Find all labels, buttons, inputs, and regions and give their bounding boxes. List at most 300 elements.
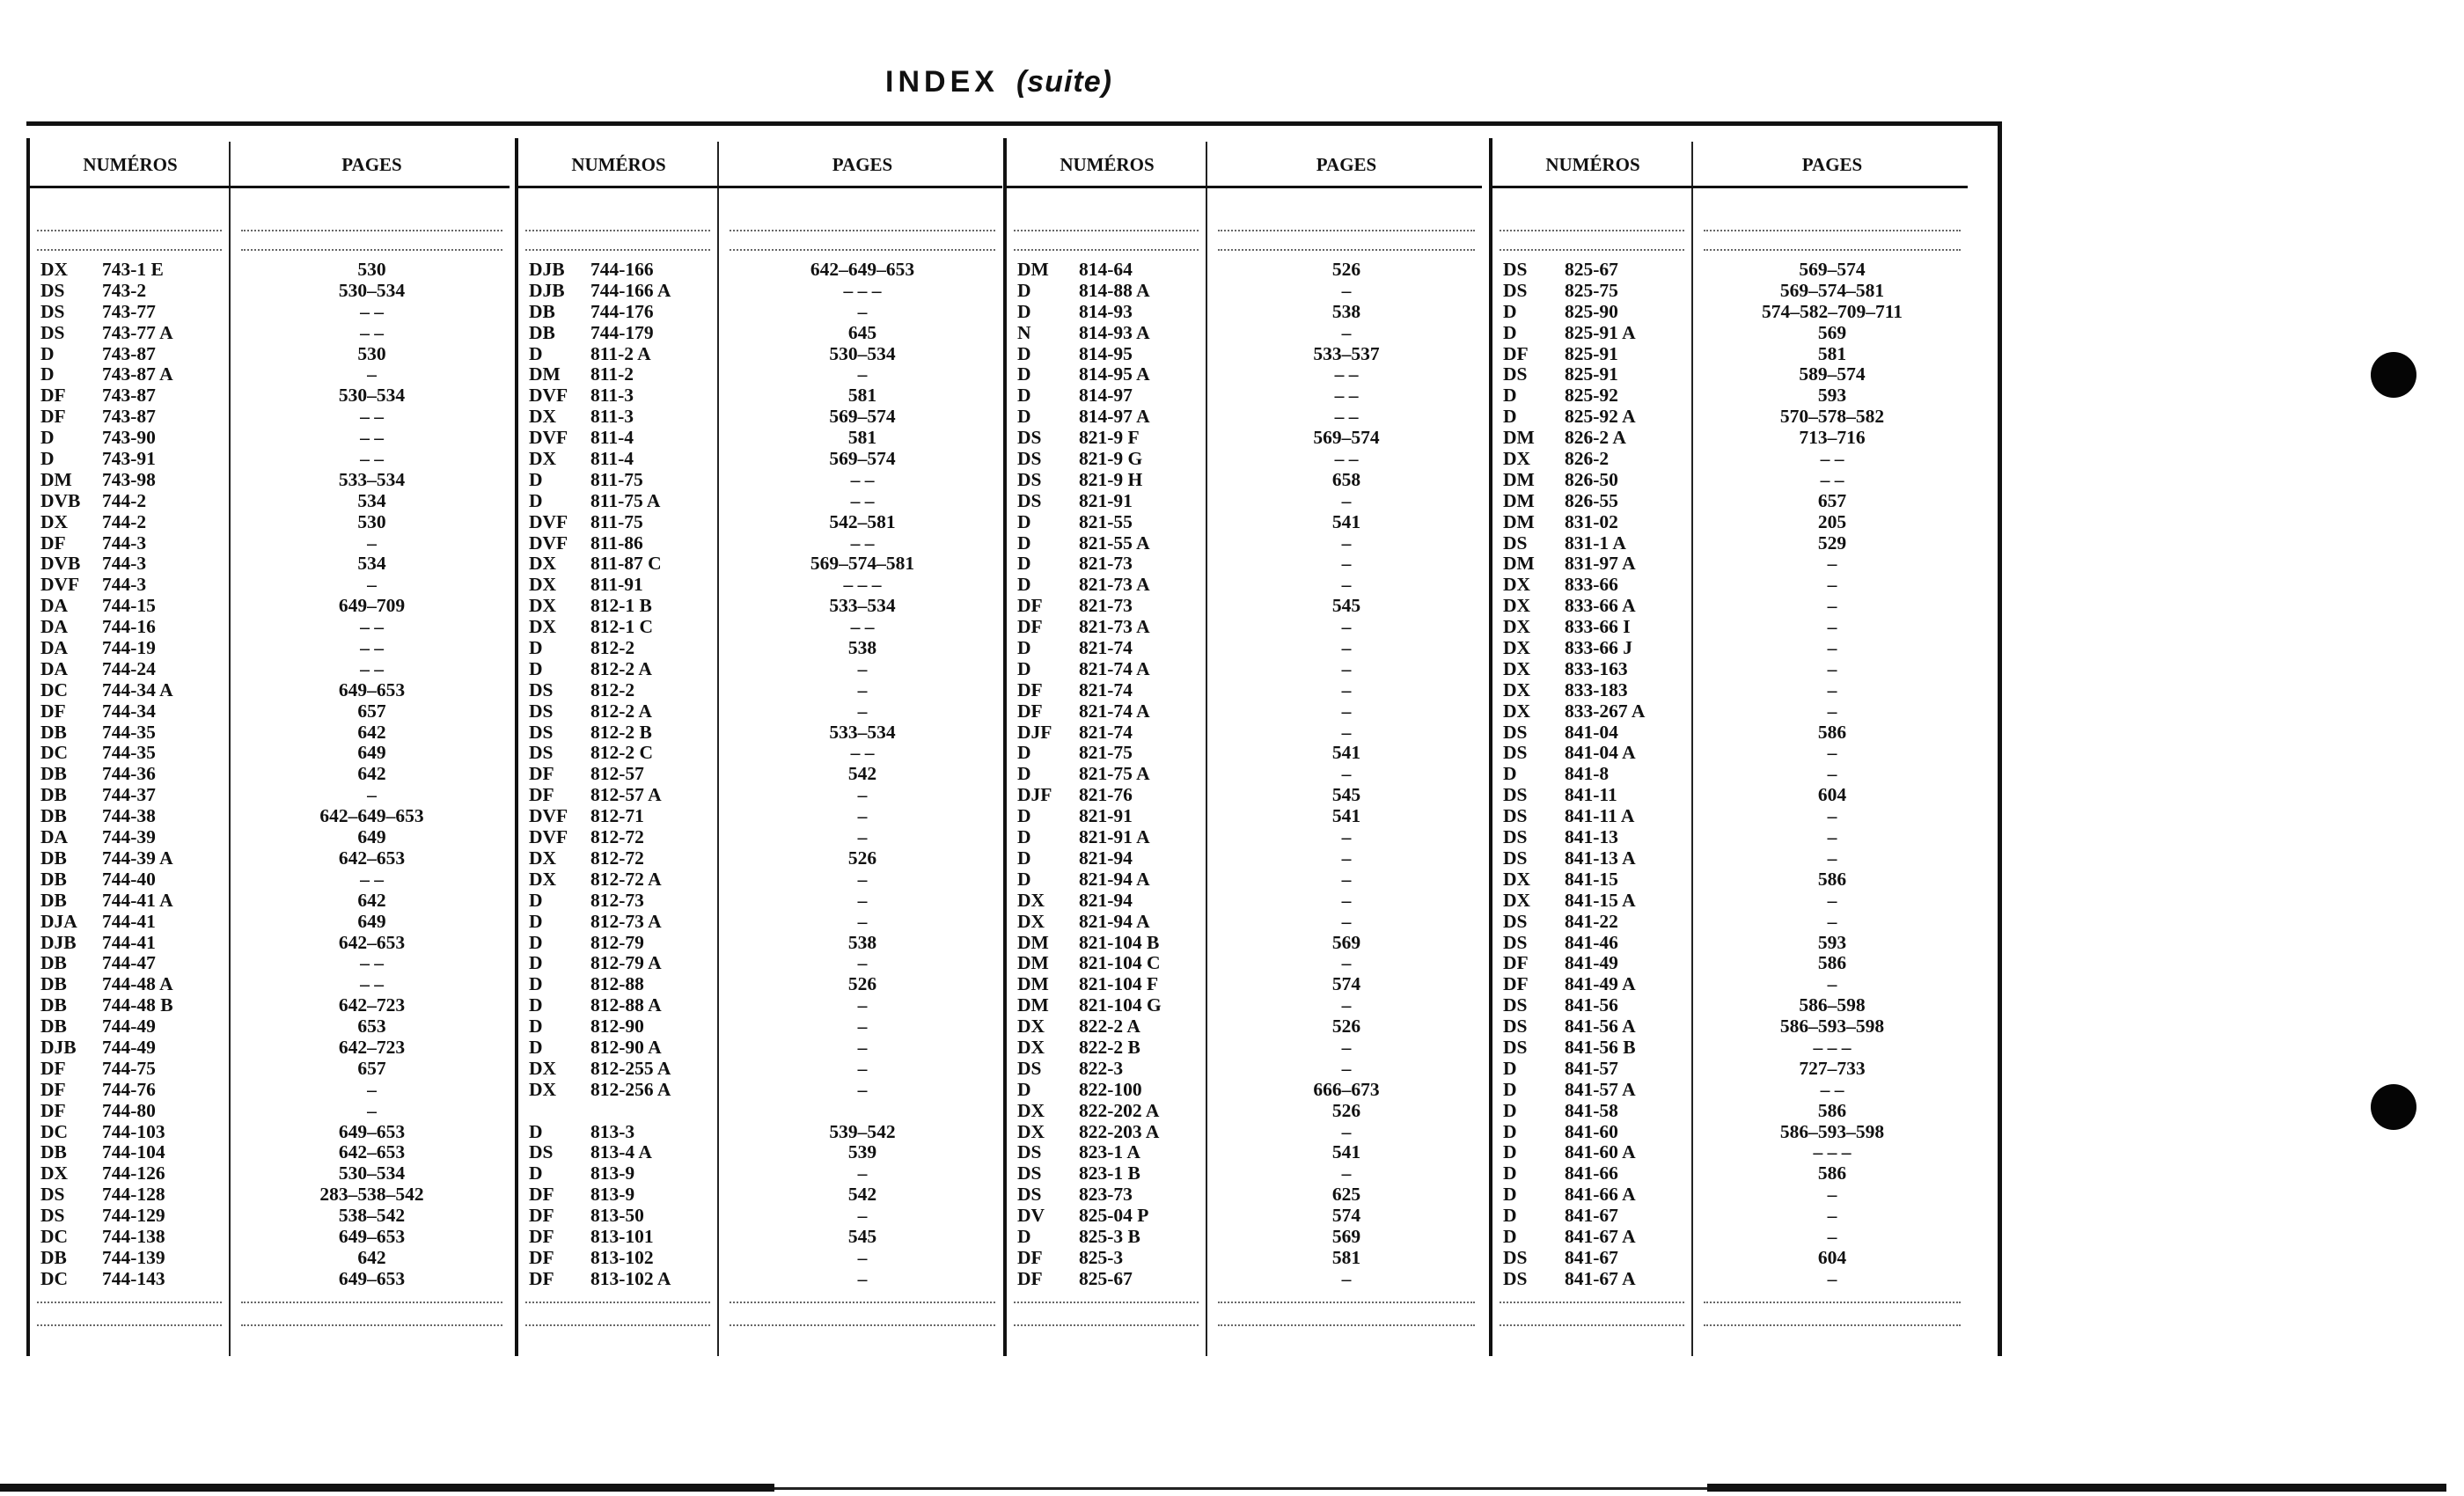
entry-number: 813-102: [590, 1246, 654, 1268]
entry-pages: –: [1827, 1184, 1837, 1206]
entry-number: 744-39 A: [102, 847, 173, 869]
title-main: INDEX: [885, 65, 999, 99]
index-entry: [1017, 869, 1484, 891]
index-entry: [1503, 912, 1969, 933]
header-rule: [518, 186, 1002, 188]
entry-number: 744-39: [102, 826, 156, 848]
index-entry: [529, 1206, 1004, 1227]
dotted-rule: [241, 230, 502, 231]
entry-number: 744-80: [102, 1099, 156, 1121]
dotted-rule: [1704, 1302, 1961, 1303]
entry-pages: –: [1827, 678, 1837, 700]
index-entry: [1503, 743, 1969, 764]
index-entry: [1017, 302, 1484, 323]
entry-prefix: D: [1017, 657, 1031, 679]
index-entry: [1503, 995, 1969, 1016]
entry-number: 841-58: [1565, 1099, 1618, 1121]
index-entry: [1017, 806, 1484, 827]
index-entry: [529, 827, 1004, 848]
entry-prefix: DB: [529, 300, 555, 322]
entry-number: 813-3: [590, 1120, 635, 1142]
entry-number: 821-74 A: [1079, 700, 1150, 722]
entry-pages: 542: [847, 1184, 877, 1206]
entry-number: 744-48 A: [102, 973, 173, 995]
index-entry: [40, 1163, 511, 1184]
index-entry: [1017, 533, 1484, 554]
index-entry: [40, 1016, 511, 1038]
entry-number: 743-77 A: [102, 321, 173, 343]
entry-number: 841-56 B: [1565, 1036, 1636, 1058]
entry-prefix: DF: [40, 385, 66, 407]
entry-pages: 533–534: [829, 595, 896, 617]
entry-pages: 533–537: [1313, 342, 1380, 364]
index-entry: [1017, 1163, 1484, 1184]
entry-pages: 526: [1331, 259, 1361, 280]
entry-prefix: DX: [1017, 1099, 1045, 1121]
entry-pages: –: [857, 700, 868, 722]
entry-prefix: D: [40, 342, 55, 364]
entry-pages: 657: [1817, 489, 1847, 511]
entry-prefix: DB: [40, 1246, 67, 1268]
entry-pages: –: [1341, 763, 1352, 785]
index-entry: [529, 891, 1004, 912]
dotted-rule: [1218, 1302, 1475, 1303]
dotted-rule: [730, 1324, 995, 1326]
entry-pages: –: [1827, 700, 1837, 722]
index-entry: [1503, 1269, 1969, 1290]
entry-prefix: DS: [1503, 532, 1528, 554]
entry-pages: – –: [1334, 406, 1359, 428]
entry-number: 744-49: [102, 1016, 156, 1038]
entry-prefix: DS: [1503, 847, 1528, 869]
index-entry: [1503, 1163, 1969, 1184]
entry-prefix: DVB: [40, 553, 81, 575]
entry-prefix: DS: [1503, 826, 1528, 848]
entry-number: 811-4: [590, 427, 634, 449]
index-entry: [529, 995, 1004, 1016]
index-entry: [1503, 491, 1969, 512]
entry-number: 812-256 A: [590, 1078, 671, 1100]
entry-prefix: DB: [40, 805, 67, 827]
entry-prefix: D: [1017, 406, 1031, 428]
header-rule: [1492, 186, 1968, 188]
entry-prefix: DX: [529, 574, 557, 596]
entry-number: 812-79 A: [590, 952, 662, 974]
entry-number: 821-73 A: [1079, 616, 1150, 638]
index-entry: [1503, 722, 1969, 744]
entry-prefix: DB: [40, 847, 67, 869]
header-numeros: NUMÉROS: [1545, 154, 1640, 175]
entry-pages: 530–534: [338, 385, 406, 407]
index-entry: [1017, 385, 1484, 407]
entry-prefix: DS: [1017, 427, 1042, 449]
entry-pages: 581: [1331, 1246, 1361, 1268]
entry-pages: –: [1827, 847, 1837, 869]
entry-pages: 538: [847, 931, 877, 953]
entry-number: 831-97 A: [1565, 553, 1636, 575]
entry-prefix: D: [1017, 363, 1031, 385]
entry-number: 744-75: [102, 1057, 156, 1079]
entry-prefix: DF: [529, 1267, 554, 1289]
index-entry: [1017, 1227, 1484, 1248]
entry-number: 744-47: [102, 952, 156, 974]
entry-prefix: D: [1017, 1078, 1031, 1100]
index-entry: [40, 533, 511, 554]
entry-pages: 589–574: [1799, 363, 1866, 385]
entry-prefix: DX: [529, 868, 557, 890]
entry-pages: 642: [357, 763, 386, 785]
column-divider: [1489, 138, 1492, 1356]
entry-pages: 586–593–598: [1779, 1016, 1885, 1038]
index-entry: [1017, 1038, 1484, 1059]
entry-number: 744-41: [102, 910, 156, 932]
index-entry: [529, 1142, 1004, 1163]
entry-pages: 649–653: [338, 1267, 406, 1289]
entry-pages: – –: [360, 868, 384, 890]
entry-number: 821-91: [1079, 489, 1133, 511]
entry-prefix: DC: [40, 678, 69, 700]
entry-prefix: DF: [529, 1246, 554, 1268]
entry-number: 841-60 A: [1565, 1141, 1636, 1163]
index-entry: [40, 995, 511, 1016]
entry-number: 744-35: [102, 721, 156, 743]
entry-pages: –: [1341, 616, 1352, 638]
entry-prefix: D: [1503, 321, 1517, 343]
entry-number: 743-87: [102, 406, 156, 428]
entry-number: 821-9 H: [1079, 468, 1143, 490]
entry-pages: –: [1827, 763, 1837, 785]
entry-number: 814-93 A: [1079, 321, 1150, 343]
entry-prefix: DF: [40, 1078, 66, 1100]
entry-prefix: DF: [529, 1225, 554, 1247]
entry-number: 812-57 A: [590, 784, 662, 806]
entry-prefix: D: [1017, 279, 1031, 301]
entry-number: 814-95 A: [1079, 363, 1150, 385]
entry-prefix: DC: [40, 1225, 69, 1247]
entry-number: 744-138: [102, 1225, 165, 1247]
index-entry: [529, 281, 1004, 302]
entry-number: 821-74: [1079, 678, 1133, 700]
entry-prefix: DX: [1503, 574, 1531, 596]
entry-prefix: DX: [1503, 448, 1531, 470]
index-entry: [529, 1227, 1004, 1248]
entry-pages: –: [1341, 321, 1352, 343]
entry-pages: 574–582–709–711: [1761, 300, 1903, 322]
entry-prefix: DS: [529, 678, 554, 700]
dotted-rule: [37, 249, 222, 251]
entry-number: 821-94: [1079, 889, 1133, 911]
index-entry: [1017, 995, 1484, 1016]
entry-pages: 586–593–598: [1779, 1120, 1885, 1142]
dotted-rule: [37, 1302, 222, 1303]
entry-pages: 569–574–581: [810, 553, 915, 575]
entry-number: 825-3: [1079, 1246, 1124, 1268]
entry-number: 821-104 B: [1079, 931, 1160, 953]
entry-pages: 642–653: [338, 1141, 406, 1163]
entry-number: 841-60: [1565, 1120, 1618, 1142]
entry-number: 822-2 B: [1079, 1036, 1140, 1058]
index-entry: [529, 953, 1004, 974]
entry-number: 813-50: [590, 1205, 644, 1227]
index-entry: [1503, 533, 1969, 554]
entry-prefix: DF: [529, 1184, 554, 1206]
entry-pages: 569–574–581: [1779, 279, 1885, 301]
entry-prefix: DM: [40, 468, 72, 490]
entry-pages: –: [857, 1036, 868, 1058]
entry-number: 812-72 A: [590, 868, 662, 890]
index-entry: [1017, 912, 1484, 933]
index-entry: [529, 344, 1004, 365]
entry-prefix: D: [1503, 1099, 1517, 1121]
header-rule: [30, 186, 510, 188]
entry-number: 744-104: [102, 1141, 165, 1163]
entry-prefix: D: [1503, 1078, 1517, 1100]
index-entry: [1503, 806, 1969, 827]
entry-pages: –: [857, 657, 868, 679]
header-pages: PAGES: [1801, 154, 1863, 175]
index-entry: [1503, 680, 1969, 701]
title-suite: (suite): [1016, 65, 1112, 99]
entry-prefix: DX: [1017, 1120, 1045, 1142]
entry-number: 821-73: [1079, 553, 1133, 575]
bottom-rule-left: [0, 1484, 774, 1492]
entry-number: 833-66 J: [1565, 637, 1633, 659]
entry-prefix: D: [40, 363, 55, 385]
entry-prefix: DX: [40, 510, 69, 532]
entry-prefix: D: [529, 1162, 543, 1184]
entry-prefix: D: [1017, 742, 1031, 764]
index-entry: [1503, 323, 1969, 344]
dotted-rule: [1704, 249, 1961, 251]
entry-prefix: D: [1503, 763, 1517, 785]
index-entry: [1017, 1184, 1484, 1206]
entry-prefix: DF: [40, 406, 66, 428]
entry-prefix: DS: [1017, 468, 1042, 490]
entry-pages: – –: [850, 532, 875, 554]
index-entry: [1503, 1059, 1969, 1080]
index-entry: [40, 1080, 511, 1101]
entry-prefix: DVF: [529, 826, 568, 848]
entry-number: 812-1 B: [590, 595, 652, 617]
entry-number: 826-55: [1565, 489, 1618, 511]
entry-number: 822-203 A: [1079, 1120, 1160, 1142]
index-entry: [40, 743, 511, 764]
entry-pages: 569–574: [829, 448, 896, 470]
index-entry: [1017, 512, 1484, 533]
header-numeros: NUMÉROS: [1060, 154, 1155, 175]
entry-pages: –: [367, 532, 377, 554]
index-entry: [1017, 470, 1484, 491]
entry-prefix: DS: [1017, 1141, 1042, 1163]
index-entry: [1503, 1080, 1969, 1101]
entry-prefix: D: [529, 342, 543, 364]
entry-number: 841-49 A: [1565, 973, 1636, 995]
entry-number: 825-92: [1565, 385, 1618, 407]
entry-prefix: D: [529, 952, 543, 974]
header-pages: PAGES: [341, 154, 402, 175]
entry-prefix: D: [1503, 300, 1517, 322]
entry-pages: 541: [1331, 742, 1361, 764]
entry-prefix: DF: [529, 784, 554, 806]
index-entry: [40, 912, 511, 933]
entry-prefix: DX: [1503, 657, 1531, 679]
index-entry: [40, 848, 511, 869]
index-entry: [1017, 848, 1484, 869]
dotted-rule: [525, 249, 710, 251]
entry-number: 811-91: [590, 574, 643, 596]
index-entry: [40, 385, 511, 407]
entry-pages: –: [1341, 489, 1352, 511]
entry-number: 841-11 A: [1565, 805, 1635, 827]
index-entry: [1017, 891, 1484, 912]
index-entry: [529, 302, 1004, 323]
entry-pages: –: [1341, 889, 1352, 911]
index-entry: [1503, 1227, 1969, 1248]
entry-number: 825-92 A: [1565, 406, 1636, 428]
entry-number: 826-2: [1565, 448, 1610, 470]
entry-number: 812-73 A: [590, 910, 662, 932]
dotted-rule: [1704, 1324, 1961, 1326]
index-entry: [1017, 1122, 1484, 1143]
entry-number: 814-95: [1079, 342, 1133, 364]
entry-prefix: D: [1017, 574, 1031, 596]
entry-prefix: DM: [1017, 259, 1049, 280]
entry-number: 841-57: [1565, 1057, 1618, 1079]
entry-prefix: DS: [1017, 489, 1042, 511]
entry-number: 812-2 A: [590, 657, 652, 679]
index-entry: [1017, 1206, 1484, 1227]
dotted-rule: [1014, 249, 1199, 251]
entry-number: 814-88 A: [1079, 279, 1150, 301]
entry-prefix: DF: [1503, 342, 1529, 364]
entry-number: 744-24: [102, 657, 156, 679]
entry-pages: –: [1341, 952, 1352, 974]
entry-prefix: DS: [1503, 784, 1528, 806]
index-entry: [40, 449, 511, 470]
entry-pages: –: [1827, 1267, 1837, 1289]
index-entry: [529, 491, 1004, 512]
entry-prefix: DB: [40, 721, 67, 743]
entry-number: 744-48 B: [102, 994, 173, 1016]
entry-number: 825-3 B: [1079, 1225, 1140, 1247]
entry-prefix: DM: [529, 363, 561, 385]
index-entry: [40, 281, 511, 302]
entry-number: 812-2: [590, 678, 635, 700]
entry-pages: – –: [360, 321, 384, 343]
entry-number: 821-94 A: [1079, 868, 1150, 890]
entry-number: 811-4: [590, 448, 634, 470]
entry-number: 841-49: [1565, 952, 1618, 974]
entry-pages: 529: [1817, 532, 1847, 554]
entry-prefix: D: [529, 889, 543, 911]
index-entry: [40, 596, 511, 617]
entry-pages: –: [857, 363, 868, 385]
entry-pages: –: [857, 1162, 868, 1184]
entry-number: 812-2 A: [590, 700, 652, 722]
index-entry: [1503, 1122, 1969, 1143]
entry-prefix: DJA: [40, 910, 77, 932]
index-entry: [40, 323, 511, 344]
index-entry: [1503, 364, 1969, 385]
dotted-rule: [730, 1302, 995, 1303]
entry-pages: 727–733: [1799, 1057, 1866, 1079]
entry-number: 744-49: [102, 1036, 156, 1058]
entry-prefix: DM: [1503, 553, 1535, 575]
entry-pages: –: [367, 363, 377, 385]
index-entry: [40, 974, 511, 995]
entry-number: 744-166: [590, 259, 654, 280]
entry-number: 822-202 A: [1079, 1099, 1160, 1121]
entry-pages: –: [857, 784, 868, 806]
entry-number: 841-13 A: [1565, 847, 1636, 869]
entry-prefix: DX: [1017, 889, 1045, 911]
entry-number: 744-129: [102, 1205, 165, 1227]
entry-number: 744-35: [102, 742, 156, 764]
index-entry: [1503, 891, 1969, 912]
index-entry: [529, 1101, 1004, 1122]
entry-pages: – –: [1334, 448, 1359, 470]
dotted-rule: [1014, 1324, 1199, 1326]
entry-prefix: DM: [1017, 973, 1049, 995]
entry-number: 812-2 C: [590, 742, 654, 764]
entry-pages: 581: [847, 385, 877, 407]
entry-prefix: DX: [529, 448, 557, 470]
entry-prefix: D: [1017, 826, 1031, 848]
entry-pages: – –: [360, 973, 384, 995]
index-entry: [1503, 512, 1969, 533]
entry-prefix: D: [1017, 868, 1031, 890]
entry-number: 814-64: [1079, 259, 1133, 280]
entry-pages: –: [857, 868, 868, 890]
dotted-rule: [37, 230, 222, 231]
entry-pages: 649–709: [338, 595, 406, 617]
index-entry: [529, 1269, 1004, 1290]
entry-pages: 649–653: [338, 678, 406, 700]
entry-prefix: DA: [40, 657, 69, 679]
index-entry: [1017, 407, 1484, 428]
index-entry: [529, 428, 1004, 449]
index-entry: [1503, 701, 1969, 722]
index-entry: [1503, 869, 1969, 891]
entry-prefix: DX: [1017, 910, 1045, 932]
entry-number: 814-97 A: [1079, 406, 1150, 428]
index-entry: [40, 785, 511, 806]
index-entry: [40, 617, 511, 638]
index-entry: [40, 659, 511, 680]
index-entry: [529, 974, 1004, 995]
entry-number: 825-67: [1079, 1267, 1133, 1289]
entry-number: 744-38: [102, 805, 156, 827]
punch-hole-lower: [2371, 1084, 2416, 1130]
index-entry: [1503, 260, 1969, 281]
entry-pages: 569: [1331, 931, 1361, 953]
index-entry: [1017, 428, 1484, 449]
entry-pages: 625: [1331, 1184, 1361, 1206]
index-entry: [1017, 491, 1484, 512]
entry-pages: –: [367, 1099, 377, 1121]
entry-prefix: DS: [40, 321, 65, 343]
entry-pages: 569: [1331, 1225, 1361, 1247]
entry-number: 813-9: [590, 1162, 635, 1184]
entry-prefix: DB: [40, 868, 67, 890]
dotted-rule: [241, 1324, 502, 1326]
entry-number: 841-22: [1565, 910, 1618, 932]
index-entry: [529, 1038, 1004, 1059]
entry-number: 822-100: [1079, 1078, 1142, 1100]
index-entry: [1503, 428, 1969, 449]
index-entry: [529, 1163, 1004, 1184]
entry-prefix: DF: [40, 1099, 66, 1121]
